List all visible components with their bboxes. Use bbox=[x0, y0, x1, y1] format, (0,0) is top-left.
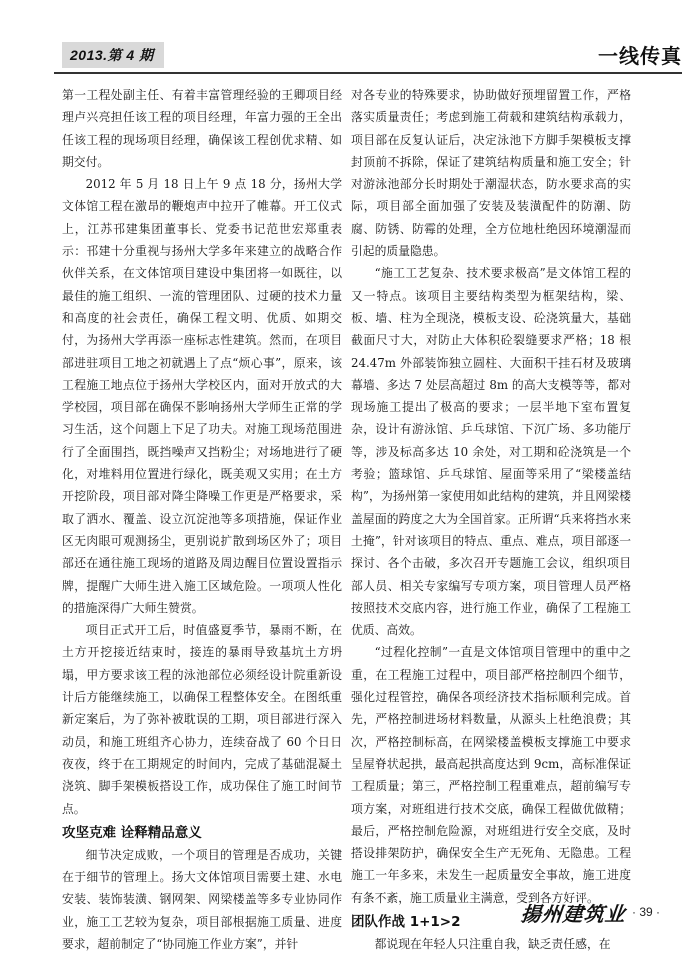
paragraph: 2012 年 5 月 18 日上午 9 点 18 分，扬州大学文体馆工程在激昂的鞭炮声中拉开了帷幕。开工仪式上，江苏邗建集团董事长、党委书记范世宏郑重表示：邗建十分重视与扬州大学多年来建立的战略合作伙伴关系，在文体馆项目建设中集团将一如既往，以最佳的施工组织、一流的管理团队、过硬的技术力量和高度的社会责任，确保工程文明、优质、如期交付，为扬州大学再添一座标志性建筑。然而，在项目部进驻项目工地之初就遇上了点“烦心事”，原来，该工程施工地点位于扬州大学校区内，面对开放式的大学校园，项目部在确保不影响扬州大学师生正常的学习生活，这个问题上下足了功夫。对施工现场范围进行了全面围挡，既挡噪声又挡粉尘；对场地进行了硬化，对堆料用位置进行绿化，既美观又实用；在土方开挖阶段，项目部对降尘降噪工作更是严格要求，采取了洒水、覆盖、设立沉淀池等多项措施，保证作业区无肉眼可观测扬尘，更别说扩散到场区外了；项目部还在通往施工现场的道路及周边醒目位置设置指示牌，提醒广大师生进入施工区域危险。一项项人性化的措施深得广大师生赞赏。 bbox=[62, 177, 342, 615]
page-header bbox=[54, 40, 682, 74]
left-column bbox=[62, 84, 342, 955]
paragraph: 项目正式开工后，时值盛夏季节，暴雨不断，在土方开挖接近结束时，接连的暴雨导致基坑土方坍塌，甲方要求该工程的泳池部位必须经设计院重新设计后方能继续施工，以确保工程整体安全。在图纸重新定案后，为了弥补被耽误的工期，项目部进行深入动员，和施工班组齐心协力，连续奋战了 60 个日日夜夜，终于在工期规定的时间内，完成了基础混凝土浇筑、脚手架模板搭设工作，成功保住了施工时间节点。 bbox=[62, 623, 342, 816]
paragraph: “施工工艺复杂、技术要求极高”是文体馆工程的又一特点。该项目主要结构类型为框架结构，梁、板、墙、柱为全现浇，模板支设、砼浇筑量大，基础截面尺寸大，对防止大体积砼裂缝要求严格；18 根 24.47m 外部装饰独立圆柱、大面积干挂石材及玻璃幕墙、多达 7 处层高超过 8m 的高大支模等等，都对现场施工提出了极高的要求；一层半地下室布置复杂，设计有游泳馆、乒乓球馆、下沉广场、多功能厅等，涉及标高多达 10 余处，对工期和砼浇筑是一个考验；篮球馆、乒乓球馆、屋面等采用了“梁楼盖结构”，为扬州第一家使用如此结构的建筑，并且网梁楼盖屋面的跨度之大为全国首家。正所谓“兵来将挡水来土掩”，针对该项目的特点、重点、难点，项目部逐一探讨、各个击破，多次召开专题施工会议，组织项目部人员、相关专家编写专项方案，项目管理人员严格按照技术交底内容，进行施工作业，确保了工程施工优质、高效。 bbox=[351, 266, 631, 638]
paragraph: “过程化控制”一直是文体馆项目管理中的重中之重，在工程施工过程中，项目部严格控制四个细节，强化过程管控，确保各项经济技术指标顺利完成。首先，严格控制进场材料数量，从源头上杜绝浪费；其次，严格控制标高，在网梁楼盖模板支撑施工中要求呈屋脊状起拱，最高起拱高度达到 9cm，高标准保证工程质量；第三，严格控制工程重难点，超前编写专项方案，对班组进行技术交底，确保工程做优做精；最后，严格控制危险源，对班组进行安全交底，及时搭设排架防护，确保安全生产无死角、无隐患。工程施工一年多来，未发生一起质量安全事故，施工进度有条不紊，施工质量业主满意，受到各方好评。 bbox=[351, 645, 631, 905]
paragraph: 对各专业的特殊要求，协助做好预埋留置工作，严格落实质量责任；考虑到施工荷载和建筑结构承载力，项目部在反复认证后，决定泳池下方脚手架模板支撑封顶前不拆除，保证了建筑结构质量和施工安全；针对游泳池部分长时期处于潮湿状态，防水要求高的实际，项目部全面加强了安装及装潢配件的防潮、防腐、防锈、防霉的处理，全方位地杜绝因环境潮湿而引起的质量隐患。 bbox=[351, 88, 631, 259]
issue-label: 2013.第 4 期 bbox=[62, 42, 164, 68]
section-heading: 团队作战 1+1>2 bbox=[351, 913, 461, 930]
right-column bbox=[351, 84, 631, 955]
page-footer bbox=[521, 897, 660, 927]
section-heading: 攻坚克难 诠释精品意义 bbox=[62, 824, 202, 841]
paragraph: 都说现在年轻人只注重自我，缺乏责任感，在 bbox=[374, 936, 611, 951]
paragraph: 第一工程处副主任、有着丰富管理经验的王卿项目经理卢兴亮担任该工程的项目经理，年富力强的王全出任该工程的现场项目经理，确保该工程创优求精、如期交付。 bbox=[62, 88, 342, 169]
section-title: 一线传真 bbox=[598, 44, 682, 68]
page-number: · 39 · bbox=[631, 905, 660, 919]
paragraph: 细节决定成败，一个项目的管理是否成功，关键在于细节的管理上。扬大文体馆项目需要土建、水电安装、装饰装潢、钢网架、网梁楼盖等多专业协同作业，施工工艺较为复杂，项目部根据施工质量、进度要求，超前制定了“协同施工作业方案”，并针 bbox=[62, 847, 342, 951]
magazine-logo: 揚州建筑业 bbox=[519, 901, 628, 926]
